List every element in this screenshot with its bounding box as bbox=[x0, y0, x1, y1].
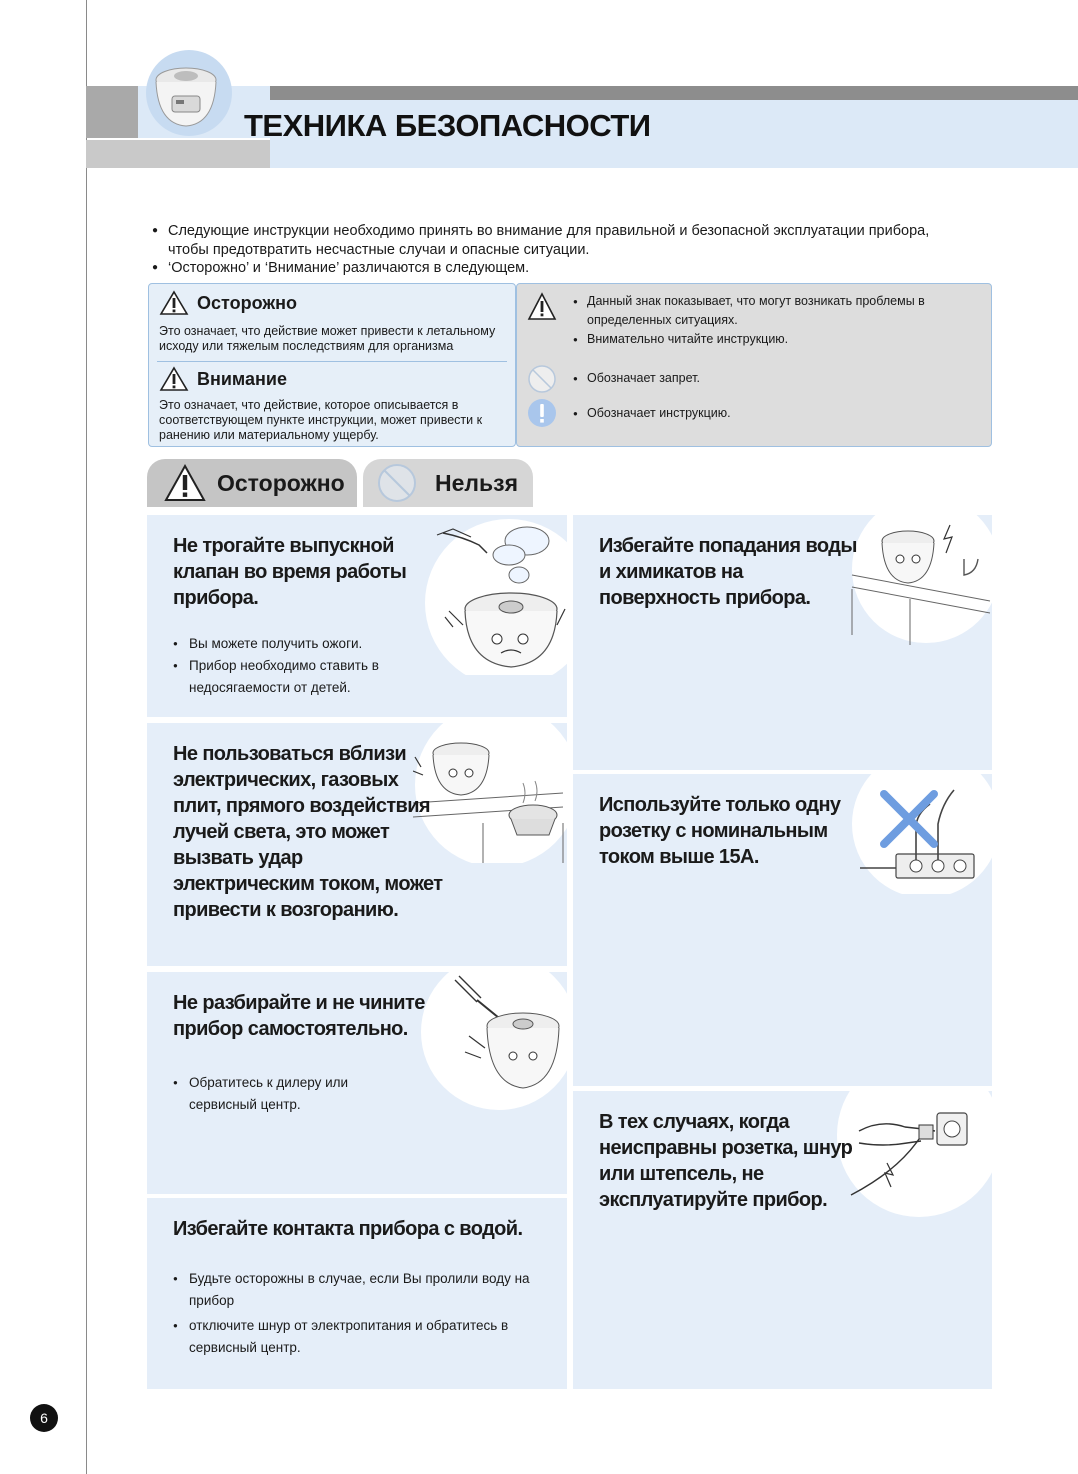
legend-instruction-row bbox=[527, 398, 987, 433]
card-valve-list bbox=[173, 633, 413, 699]
tab-forbidden-label: Нельзя bbox=[435, 469, 519, 496]
card-disassemble-list bbox=[173, 1072, 413, 1116]
tab-forbidden bbox=[363, 459, 533, 507]
legend-caution-title: Осторожно bbox=[197, 292, 297, 313]
legend-divider bbox=[157, 361, 507, 362]
header-bar-top bbox=[270, 86, 1078, 100]
legend-prohibit-row bbox=[527, 364, 987, 399]
legend-levels-box bbox=[148, 283, 516, 447]
page-number: 6 bbox=[30, 1404, 58, 1432]
screwdriver-illustration bbox=[419, 972, 567, 1114]
card-socket-title: Используйте только одну розетку с номинальным током выше 15А. bbox=[599, 794, 841, 868]
card-valve-title: Не трогайте выпускной клапан во время работы прибора. bbox=[173, 535, 407, 609]
card-valve bbox=[147, 515, 567, 717]
card-stoves bbox=[147, 723, 567, 966]
steam-valve-illustration bbox=[423, 515, 567, 675]
list-item: ● Будьте осторожны в случае, если Вы пролили воду на прибор bbox=[173, 1268, 533, 1312]
tab-caution-label: Осторожно bbox=[217, 469, 345, 496]
header-block-left bbox=[86, 86, 138, 138]
list-item: ● Обратитесь к дилеру или сервисный центр. bbox=[173, 1072, 413, 1116]
legend-prohibit-description: ● Обозначает запрет. bbox=[567, 369, 700, 388]
power-strip-illustration bbox=[850, 774, 992, 894]
legend-caution-description: Это означает, что действие может привести к летальному исходу или тяжелым последствиям для организма bbox=[159, 324, 496, 353]
page-margin-line bbox=[86, 0, 87, 1474]
list-item: ● Вы можете получить ожоги. bbox=[173, 633, 413, 655]
card-water-title: Избегайте контакта прибора с водой. bbox=[173, 1218, 523, 1240]
warning-triangle-icon bbox=[163, 463, 207, 503]
legend-sign-description: ● Внимательно читайте инструкцию. bbox=[567, 330, 987, 349]
card-chemicals bbox=[573, 515, 992, 770]
instruction-icon bbox=[527, 398, 557, 428]
page-title: ТЕХНИКА БЕЗОПАСНОСТИ bbox=[244, 108, 651, 143]
legend-sign-row bbox=[527, 292, 987, 349]
list-item: ● отключите шнур от электропитания и обратитесь в сервисный центр. bbox=[173, 1315, 533, 1359]
intro-item: ● Следующие инструкции необходимо принять во внимание для правильной и безопасной эксплуатации прибора, чтобы предотвратить несчастные случаи и опасные ситуации. bbox=[152, 222, 952, 259]
card-broken-title: В тех случаях, когда неисправны розетка, шнур или штепсель, не эксплуатируйте прибор. bbox=[599, 1111, 853, 1211]
legend-warning-title: Внимание bbox=[197, 368, 287, 389]
legend-signs-box bbox=[516, 283, 992, 447]
header-bar-bottom bbox=[86, 140, 270, 168]
card-water-list bbox=[173, 1268, 533, 1359]
intro-item: ● ‘Осторожно’ и ‘Внимание’ различаются в следующем. bbox=[152, 259, 952, 278]
warning-triangle-icon bbox=[159, 290, 189, 316]
sink-illustration bbox=[850, 515, 992, 645]
legend-warning-heading bbox=[159, 366, 287, 392]
legend-warning-description: Это означает, что действие, которое описывается в соответствующем пункте инструкции, может привести к ранению или материальному ущербу. bbox=[159, 398, 483, 442]
legend-instruction-description: ● Обозначает инструкцию. bbox=[567, 404, 731, 423]
legend-sign-description: ● Данный знак показывает, что могут возникать проблемы в определенных ситуациях. bbox=[567, 292, 987, 330]
card-disassemble bbox=[147, 972, 567, 1194]
card-broken bbox=[573, 1091, 992, 1389]
rice-cooker-thumbnail bbox=[146, 50, 232, 136]
tab-caution bbox=[147, 459, 357, 507]
card-chemicals-title: Избегайте попадания воды и химикатов на поверхность прибора. bbox=[599, 535, 857, 609]
card-stoves-title: Не пользоваться вблизи электрических, газовых плит, прямого воздействия лучей света, это может вызвать удар электрическим током, может привести к возгоранию. bbox=[173, 743, 443, 921]
prohibit-icon bbox=[377, 463, 417, 503]
list-item: ● Прибор необходимо ставить в недосягаемости от детей. bbox=[173, 655, 413, 699]
warning-triangle-icon bbox=[527, 292, 557, 322]
intro-list bbox=[152, 222, 952, 278]
card-socket bbox=[573, 774, 992, 1086]
warning-triangle-icon bbox=[159, 366, 189, 392]
card-water bbox=[147, 1198, 567, 1389]
legend-caution-heading bbox=[159, 290, 297, 316]
card-disassemble-title: Не разбирайте и не чините прибор самостоятельно. bbox=[173, 992, 425, 1040]
prohibit-icon bbox=[527, 364, 557, 394]
